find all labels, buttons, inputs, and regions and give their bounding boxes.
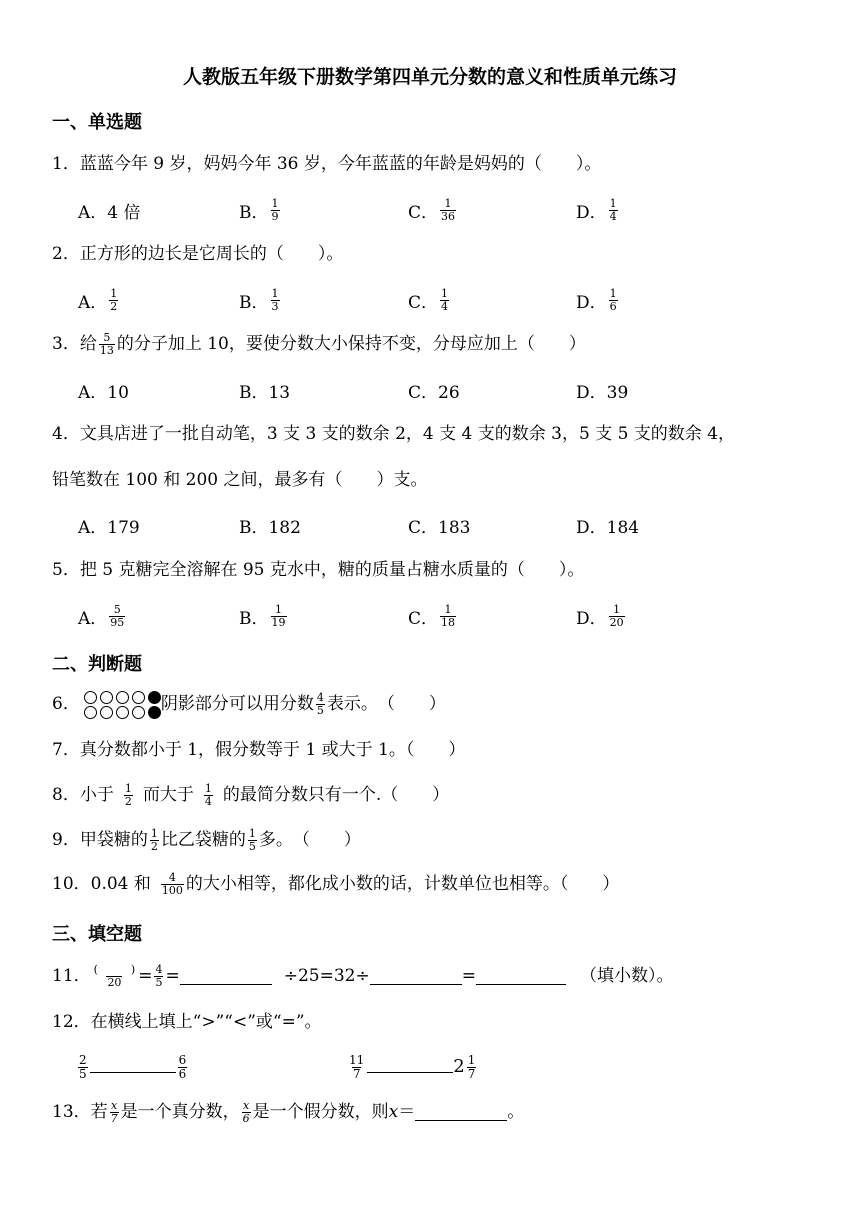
text: 比乙袋糖的	[160, 830, 246, 850]
denominator: 7	[352, 1067, 361, 1081]
numerator: 5	[113, 602, 121, 616]
question-4-line-2: 铅笔数在 100 和 200 之间，最多有（ ）支。	[52, 470, 428, 490]
question-12	[52, 1010, 322, 1034]
numerator: 1	[110, 286, 118, 300]
denominator: 6	[609, 299, 617, 313]
question-11	[52, 964, 673, 989]
question-number: 12．	[52, 1012, 91, 1032]
option-c[interactable]	[408, 190, 458, 230]
numerator: 1	[204, 782, 212, 795]
fraction	[609, 604, 625, 629]
mixed-whole: 2	[453, 1056, 465, 1077]
option-label: C．	[408, 292, 439, 313]
option-b[interactable]	[239, 190, 282, 230]
question-1-options	[78, 190, 798, 230]
question-2-options	[78, 280, 798, 320]
numerator: 4	[168, 871, 176, 884]
text: 表示。 （ ）	[326, 694, 446, 714]
numerator: 1	[248, 827, 256, 840]
question-3-options	[78, 370, 798, 410]
question-text: 正方形的边长是它周长的（ ）。	[79, 244, 344, 264]
fraction	[154, 964, 163, 989]
option-a-text: A．10	[78, 382, 129, 403]
option-label: D．	[576, 202, 607, 223]
fraction	[609, 288, 618, 313]
question-9	[52, 828, 361, 853]
circle-empty	[100, 706, 113, 719]
text: 若	[90, 1102, 108, 1122]
option-c-text: C．183	[408, 517, 471, 538]
question-number: 6．	[52, 694, 80, 714]
option-label: B．	[239, 292, 269, 313]
page-title: 人教版五年级下册数学第四单元分数的意义和性质单元练习	[182, 66, 677, 88]
variable: x	[388, 1102, 399, 1122]
text: ＝	[398, 1102, 416, 1122]
text: 的分子加上 10，要使分数大小保持不变，分母应加上（ ）	[116, 334, 586, 354]
fraction	[242, 1100, 251, 1125]
denominator: 5	[316, 704, 324, 717]
denominator: 4	[609, 209, 617, 223]
denominator: 4	[441, 299, 449, 313]
text: 是一个真分数，	[120, 1102, 240, 1122]
answer-blank[interactable]	[370, 966, 462, 985]
fraction	[109, 288, 118, 313]
option-b[interactable]	[239, 596, 289, 636]
denominator: 9	[271, 209, 279, 223]
option-b-text: B．182	[239, 517, 301, 538]
section-heading-true-false: 二、判断题	[52, 654, 142, 675]
circle-empty	[116, 691, 129, 704]
option-a-text: A．4 倍	[78, 202, 141, 223]
denominator: 7	[110, 1112, 118, 1125]
denominator: 2	[150, 840, 158, 853]
denominator: 2	[110, 299, 118, 313]
numerator: 1	[441, 286, 449, 300]
section-heading-fill-blank: 三、填空题	[52, 924, 142, 945]
compare-blank[interactable]	[367, 1062, 453, 1073]
text: 0.04 和	[90, 874, 151, 894]
option-c[interactable]	[408, 505, 470, 545]
question-number: 9．	[52, 830, 80, 850]
answer-blank[interactable]	[180, 966, 272, 985]
circle-empty	[84, 706, 97, 719]
fraction	[271, 604, 287, 629]
fraction	[178, 1054, 188, 1081]
fraction	[440, 288, 449, 313]
denominator: 36	[441, 209, 456, 223]
fraction	[609, 198, 618, 223]
question-number: 10．	[52, 874, 91, 894]
question-4	[52, 422, 735, 446]
option-d-text: D．184	[576, 517, 640, 538]
circle-shaded	[148, 691, 161, 704]
numerator: 4	[155, 963, 163, 976]
numerator: 2	[79, 1053, 87, 1067]
numerator-blank[interactable]: ( )	[93, 963, 136, 976]
circle-empty	[132, 706, 145, 719]
numerator: 1	[150, 827, 158, 840]
denominator: 20	[107, 976, 122, 989]
option-d[interactable]	[576, 370, 628, 410]
text: 多。 （ ）	[258, 830, 361, 850]
text: 的最简分数只有一个.（ ）	[222, 785, 450, 805]
numerator: 1	[275, 602, 282, 616]
denominator: 100	[161, 884, 183, 897]
text: 甲袋糖的	[79, 830, 148, 850]
question-number: 1．	[52, 154, 80, 174]
equals: =	[138, 966, 153, 986]
question-5	[52, 558, 584, 582]
fraction	[348, 1054, 365, 1081]
text: 的大小相等，都化成小数的话，计数单位也相等。（ ）	[185, 874, 620, 894]
question-6	[52, 685, 446, 723]
fraction	[271, 198, 280, 223]
option-a[interactable]	[78, 370, 129, 410]
fraction	[78, 1054, 88, 1081]
text: 是一个假分数，则	[252, 1102, 389, 1122]
question-number: 13．	[52, 1102, 91, 1122]
question-number: 3．	[52, 334, 80, 354]
numerator: 1	[124, 782, 132, 795]
question-12-compare-b	[346, 1048, 478, 1086]
question-number: 11．	[52, 966, 91, 986]
question-5-options	[78, 596, 798, 636]
denominator: 6	[178, 1067, 187, 1081]
question-text: 在横线上填上“>”“<”或“=”。	[90, 1012, 322, 1032]
denominator: 19	[271, 615, 286, 629]
circle-empty	[100, 691, 113, 704]
question-3	[52, 332, 586, 357]
circle-empty	[132, 691, 145, 704]
fraction	[204, 783, 213, 808]
numerator: x	[111, 1099, 118, 1112]
compare-blank[interactable]	[90, 1062, 176, 1073]
numerator: 1	[271, 196, 279, 210]
equals: =	[461, 966, 476, 986]
option-b[interactable]	[239, 370, 290, 410]
denominator: 5	[79, 1067, 87, 1081]
option-b-text: B．13	[239, 382, 291, 403]
option-b[interactable]	[239, 280, 282, 320]
option-label: A．	[78, 292, 108, 313]
denominator: 20	[609, 615, 624, 629]
text: 而大于	[142, 785, 194, 805]
option-b[interactable]	[239, 505, 301, 545]
numerator: 1	[609, 286, 617, 300]
denominator: 7	[467, 1067, 476, 1081]
fraction	[93, 964, 137, 989]
numerator: 1	[467, 1053, 476, 1067]
option-a-text: A．179	[78, 517, 140, 538]
text: 小于	[79, 785, 114, 805]
fraction	[440, 604, 456, 629]
fraction	[161, 872, 184, 897]
shaded-circles-figure	[84, 690, 161, 720]
fraction	[110, 1100, 119, 1125]
question-1	[52, 152, 601, 176]
denominator: 6	[242, 1112, 250, 1125]
question-number: 8．	[52, 785, 80, 805]
equals: =	[165, 966, 180, 986]
option-label: D．	[576, 608, 607, 629]
option-d[interactable]	[576, 596, 627, 636]
question-number: 7．	[52, 740, 80, 760]
fraction	[271, 288, 280, 313]
fraction	[99, 332, 115, 357]
numerator: 1	[444, 196, 452, 210]
option-c-text: C．26	[408, 382, 460, 403]
option-a[interactable]	[78, 280, 120, 320]
denominator: 5	[248, 840, 256, 853]
fraction	[109, 604, 125, 629]
circle-row	[84, 691, 161, 704]
question-2	[52, 242, 343, 266]
option-label: A．	[78, 608, 108, 629]
question-8	[52, 783, 449, 808]
question-number: 2．	[52, 244, 80, 264]
circle-empty	[84, 691, 97, 704]
option-d[interactable]	[576, 505, 639, 545]
circle-shaded	[148, 706, 161, 719]
fraction	[316, 692, 325, 717]
option-c[interactable]	[408, 370, 460, 410]
section-heading-single-choice: 一、单选题	[52, 112, 142, 133]
text: 给	[79, 334, 97, 354]
question-text: 把 5 克糖完全溶解在 95 克水中，糖的质量占糖水质量的（ ）。	[79, 560, 585, 580]
denominator: 5	[155, 976, 163, 989]
numerator: 1	[444, 602, 452, 616]
fraction	[150, 828, 159, 853]
text: （填小数）。	[579, 966, 674, 986]
denominator: 95	[110, 615, 125, 629]
denominator: 4	[204, 795, 212, 808]
option-c[interactable]	[408, 280, 451, 320]
question-text: 蓝蓝今年 9 岁，妈妈今年 36 岁，今年蓝蓝的年龄是妈妈的（ ）。	[79, 154, 602, 174]
fraction	[440, 198, 456, 223]
option-c[interactable]	[408, 596, 458, 636]
numerator: 1	[613, 602, 621, 616]
option-label: B．	[239, 202, 269, 223]
denominator: 3	[271, 299, 279, 313]
question-13	[52, 1100, 524, 1125]
question-text: 真分数都小于 1，假分数等于 1 或大于 1。（ ）	[79, 740, 466, 760]
fraction	[248, 828, 257, 853]
text: 阴影部分可以用分数	[160, 694, 314, 714]
option-label: C．	[408, 608, 439, 629]
numerator: x	[243, 1099, 250, 1112]
question-12-compare-a	[76, 1048, 189, 1086]
option-a[interactable]	[78, 190, 141, 230]
circle-row	[84, 706, 161, 719]
numerator: 4	[316, 691, 324, 704]
question-text: 文具店进了一批自动笔，3 支 3 支的数余 2，4 支 4 支的数余 3，5 支 5 支的数余 4，	[79, 424, 736, 444]
numerator: 5	[103, 331, 111, 344]
question-number: 5．	[52, 560, 80, 580]
option-label: C．	[408, 202, 439, 223]
fraction	[467, 1054, 477, 1081]
denominator: 18	[441, 615, 456, 629]
option-label: B．	[239, 608, 269, 629]
numerator: 1	[271, 286, 279, 300]
question-10	[52, 872, 619, 897]
question-4-options	[78, 505, 798, 545]
option-d[interactable]	[576, 280, 620, 320]
fraction	[124, 783, 133, 808]
text: 。	[507, 1102, 525, 1122]
denominator: 13	[99, 344, 114, 357]
text: ÷25=32÷	[283, 966, 370, 986]
option-label: D．	[576, 292, 607, 313]
option-d-text: D．39	[576, 382, 629, 403]
denominator: 2	[124, 795, 132, 808]
answer-blank[interactable]	[476, 966, 566, 985]
question-number: 4．	[52, 424, 80, 444]
option-a[interactable]	[78, 596, 127, 636]
answer-blank[interactable]	[415, 1102, 507, 1121]
numerator: 6	[178, 1053, 187, 1067]
option-a[interactable]	[78, 505, 140, 545]
numerator: 1	[609, 196, 617, 210]
circle-empty	[116, 706, 129, 719]
numerator: 11	[349, 1053, 365, 1067]
option-d[interactable]	[576, 190, 620, 230]
question-7	[52, 738, 465, 762]
